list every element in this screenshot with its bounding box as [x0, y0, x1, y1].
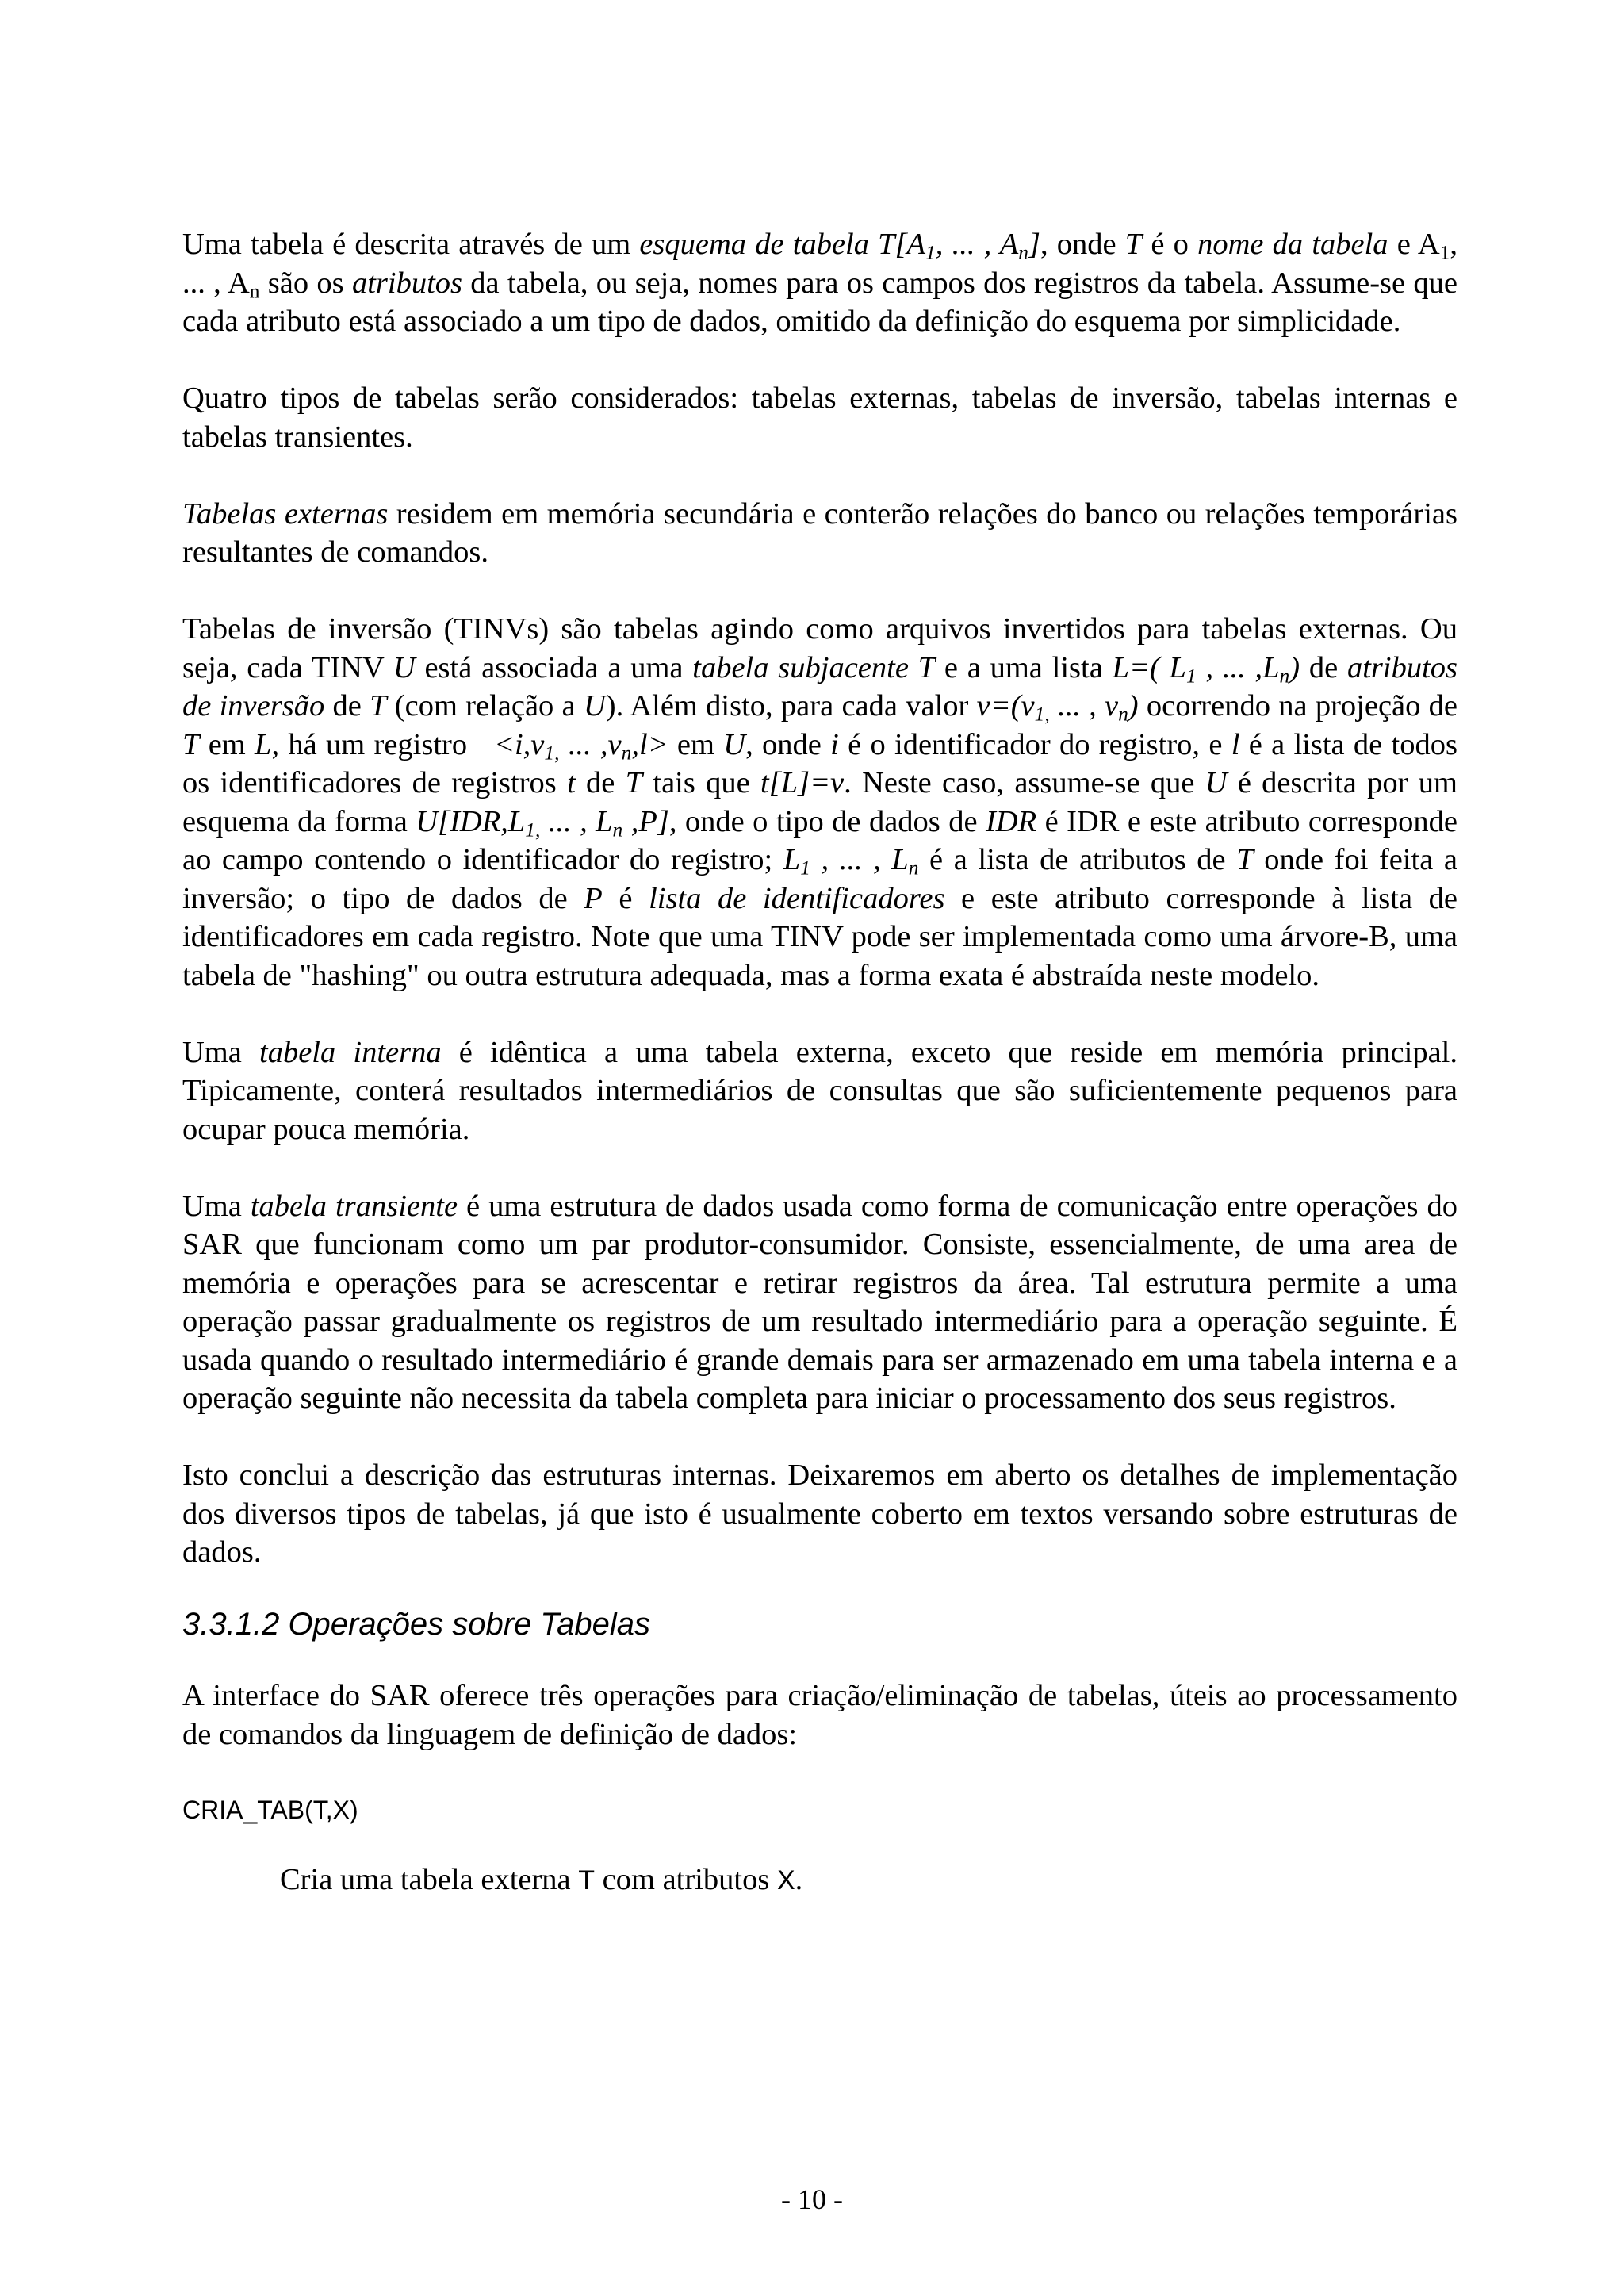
paragraph-table-schema: Uma tabela é descrita através de um esquema de tabela $T[A_1$, ... , $A_n$], onde T é o nome da tabela e $A_1$, ... , $A_n$ são os atributos da tabela, ou seja, nomes para os campos dos registros da tabela. Assume-se que cada atributo está associado a um tipo de dados, omitido da definição do esquema por simplicidade. — [182, 228, 1465, 338]
page-number: - 10 - — [781, 2183, 843, 2215]
paragraph-external-tables: Tabelas externas residem em memória secundária e conterão relações do banco ou relações temporárias resultantes de comandos. — [182, 496, 1465, 569]
function-description: Cria uma tabela externa T com atributos X. — [280, 1862, 803, 1896]
section-heading: 3.3.1.2 Operações sobre Tabelas — [182, 1607, 651, 1642]
paragraph-table-types: Quatro tipos de tabelas serão considerados: tabelas externas, tabelas de inversão, tabelas internas e tabelas transientes. — [182, 381, 1457, 454]
paragraph-inversion-tables: Tabelas de inversão (TINVs) são tabelas agindo como arquivos invertidos para tabelas externas. Ou seja, cada TINV U está associada a uma tabela subjacente T e a uma lista L=( $L_1$ , ... $,L_n$) de atributos de inversão de T (com relação a U). Além disto, para cada valor $v=(v_{1,}$ ... , $v_n$) ocorrendo na projeção de T em L, há um registro $<i,v_{1,}$ ... $,v_n,l>$ em U, onde i é o identificador do registro, e l é a lista de todos os identificadores de registros t de T tais que t[L]=v. Neste caso, assume-se que U é descrita por um esquema da forma $U[IDR,L_{1,}$ ... , $L_n$ ,P], onde o tipo de dados de IDR é IDR e este atributo corresponde ao campo contendo o identificador do registro; $L_1$ , ... , $L_n$ é a lista de atributos de T onde foi feita a inversão; o tipo de dados de P é lista de identificadores e este atributo corresponde à lista de identificadores em cada registro. Note que uma TINV pode ser implementada como uma árvore-B, uma tabela de "hashing" ou outra estrutura adequada, mas a forma exata é abstraída neste modelo. — [182, 612, 1480, 992]
paragraph-conclusion: Isto conclui a descrição das estruturas internas. Deixaremos em aberto os detalhes de implementação dos diversos tipos de tabelas, já que isto é usualmente coberto em textos versando sobre estruturas de dados. — [182, 1458, 1457, 1569]
paragraph-internal-tables: Uma tabela interna é idêntica a uma tabela externa, exceto que reside em memória principal. Tipicamente, conterá resultados intermediários de consultas que são suficientemente pequenos para ocupar pouca memória. — [182, 1035, 1465, 1146]
page-body — [182, 225, 1480, 1899]
function-signature: CRIA_TAB(T,X) — [182, 1795, 358, 1824]
paragraph-interface: A interface do SAR oferece três operações para criação/eliminação de tabelas, úteis ao processamento de comandos da linguagem de definição de dados: — [182, 1679, 1457, 1751]
paragraph-transient-tables: Uma tabela transiente é uma estrutura de dados usada como forma de comunicação entre operações do SAR que funcionam como um par produtor-consumidor. Consiste, essencialmente, de uma area de memória e operações para se acrescentar e retirar registros da área. Tal estrutura permite a uma operação passar gradualmente os registros de um resultado intermediário para a operação seguinte. É usada quando o resultado intermediário é grande demais para ser armazenado em uma tabela interna e a operação seguinte não necessita da tabela completa para iniciar o processamento dos seus registros. — [182, 1189, 1465, 1415]
